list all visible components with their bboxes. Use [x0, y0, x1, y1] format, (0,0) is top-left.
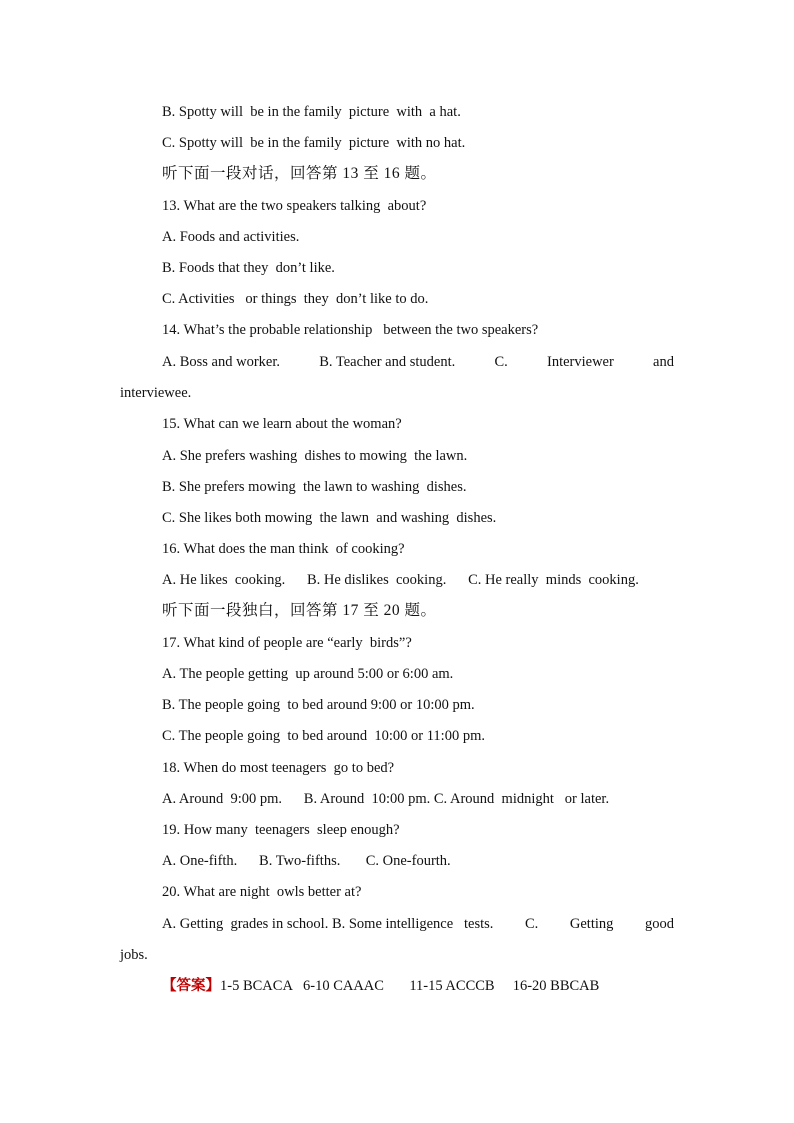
- q17-option-b: B. The people going to bed around 9:00 or 10:00 pm.: [162, 697, 475, 713]
- q12-option-c: C. Spotty will be in the family picture with no hat.: [162, 135, 466, 151]
- question-20: 20. What are night owls better at?: [162, 884, 362, 900]
- q14-option-c-word-2: and: [653, 354, 674, 370]
- q19-options: A. One-fifth. B. Two-fifths. C. One-fourth.: [162, 853, 451, 869]
- question-13: 13. What are the two speakers talking about?: [162, 198, 427, 214]
- q17-option-a: A. The people getting up around 5:00 or 6:00 am.: [162, 666, 454, 682]
- q20-option-c-label: C.: [525, 916, 539, 932]
- q13-option-a: A. Foods and activities.: [162, 229, 300, 245]
- q20-option-c-continuation: jobs.: [120, 947, 148, 963]
- q14-option-c-word-1: Interviewer: [547, 354, 614, 370]
- q12-option-b: B. Spotty will be in the family picture with a hat.: [162, 104, 461, 120]
- q14-option-c-label: C.: [494, 354, 508, 370]
- q14-option-b: B. Teacher and student.: [319, 354, 456, 370]
- question-14: 14. What’s the probable relationship between the two speakers?: [162, 322, 539, 338]
- answer-key: [162, 977, 674, 995]
- question-15: 15. What can we learn about the woman?: [162, 416, 402, 432]
- q15-option-a: A. She prefers washing dishes to mowing the lawn.: [162, 448, 468, 464]
- q14-option-c-continuation: interviewee.: [120, 385, 192, 401]
- q14-option-a: A. Boss and worker.: [162, 354, 281, 370]
- q20-option-c-word-2: good: [644, 916, 674, 932]
- q20-options: [162, 915, 674, 933]
- q15-option-c: C. She likes both mowing the lawn and washing dishes.: [162, 510, 497, 526]
- q14-options: [162, 353, 674, 371]
- q15-option-b: B. She prefers mowing the lawn to washing dishes.: [162, 479, 467, 495]
- question-16: 16. What does the man think of cooking?: [162, 541, 405, 557]
- q20-option-a-b: A. Getting grades in school. B. Some intelligence tests.: [162, 916, 494, 932]
- question-17: 17. What kind of people are “early birds”?: [162, 635, 412, 651]
- answer-label: 【答案】: [162, 978, 220, 994]
- question-18: 18. When do most teenagers go to bed?: [162, 760, 395, 776]
- q13-option-b: B. Foods that they don’t like.: [162, 260, 335, 276]
- q16-options: A. He likes cooking. B. He dislikes cooking. C. He really minds cooking.: [162, 572, 639, 588]
- answer-text: 1-5 BCACA 6-10 CAAAC 11-15 ACCCB 16-20 BBCAB: [220, 978, 600, 994]
- question-19: 19. How many teenagers sleep enough?: [162, 822, 400, 838]
- q17-option-c: C. The people going to bed around 10:00 or 11:00 pm.: [162, 728, 485, 744]
- section-heading-dialogue: 听下面一段对话，回答第 13 至 16 题。: [162, 165, 437, 182]
- q18-options: A. Around 9:00 pm. B. Around 10:00 pm. C. Around midnight or later.: [162, 791, 610, 807]
- section-heading-monologue: 听下面一段独白，回答第 17 至 20 题。: [162, 602, 437, 619]
- q20-option-c-word-1: Getting: [569, 916, 614, 932]
- q13-option-c: C. Activities or things they don’t like to do.: [162, 291, 429, 307]
